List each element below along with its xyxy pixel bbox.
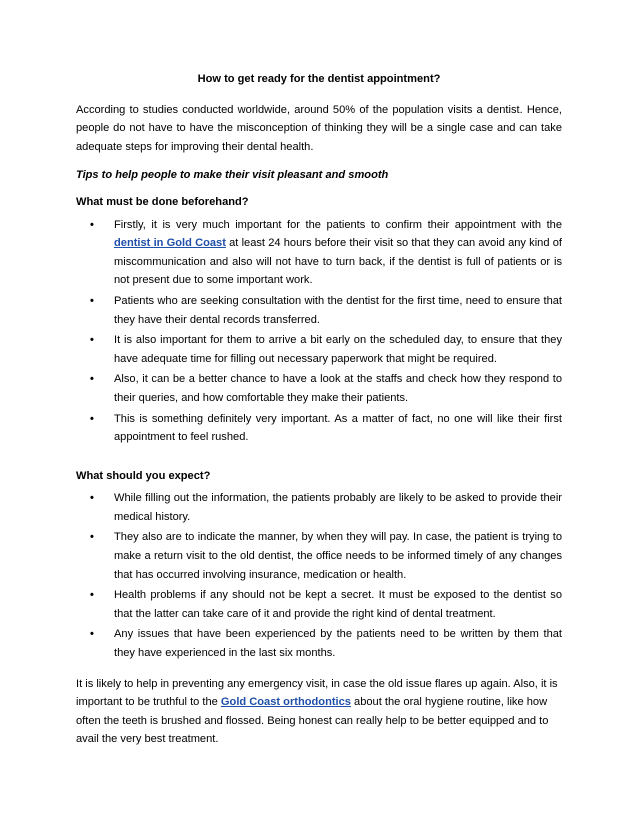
bullet-icon: • — [90, 589, 94, 602]
list-item — [76, 410, 562, 447]
list-item-text: While filling out the information, the patients probably are likely to be asked to provide their medical history. — [114, 492, 562, 523]
bullet-icon: • — [90, 294, 94, 307]
beforehand-list — [76, 216, 562, 447]
closing-paragraph — [76, 675, 562, 749]
section-heading-expect: What should you expect? — [76, 469, 211, 482]
bullet-icon: • — [90, 373, 94, 386]
list-item — [76, 216, 562, 290]
list-item — [76, 370, 562, 407]
list-item-text: They also are to indicate the manner, by when they will pay. In case, the patient is trying to make a return visit to the old dentist, the office needs to be informed timely of any changes that has occurred involving insurance, medication or health. — [114, 531, 562, 581]
list-item-text: It is also important for them to arrive a bit early on the scheduled day, to ensure that they have adequate time for filling out necessary paperwork that might be required. — [114, 334, 562, 365]
list-item — [76, 528, 562, 584]
document-title: How to get ready for the dentist appointment? — [197, 73, 441, 85]
list-item — [76, 331, 562, 368]
closing-text: It is likely to help in preventing any emergency visit, in case the old issue flares up again. Also, it is important to be truthful to the — [76, 677, 558, 709]
list-item — [76, 489, 562, 526]
list-item — [76, 292, 562, 329]
list-item-text: Health problems if any should not be kept a secret. It must be exposed to the dentist so that the latter can take care of it and provide the right kind of dental treatment. — [114, 589, 562, 620]
gold-coast-orthodontics-link[interactable]: Gold Coast orthodontics — [220, 696, 351, 709]
bullet-icon: • — [90, 531, 94, 544]
list-item-text: Any issues that have been experienced by the patients need to be written by them that they have experienced in the last six months. — [114, 628, 562, 660]
list-item-text: Also, it can be a better chance to have a look at the staffs and check how they respond to their queries, and how comfortable they make their patients. — [114, 373, 562, 404]
list-item-text: at least 24 hours before their visit so that they can avoid any kind of miscommunication and also will not have to turn back, if the dentist is full of patients or is not present due to some important work. — [114, 237, 562, 287]
list-item — [76, 586, 562, 623]
closing-text: about the oral hygiene routine, like how often the teeth is brushed and flossed. Being honest can really help to be better equipped and to avail the very best treatment. — [76, 696, 549, 746]
intro-paragraph: According to studies conducted worldwide, around 50% of the population visits a dentist. Hence, people do not have to have the misconception of thinking they will be a single case and can take adequate steps for improving their dental health. — [76, 103, 562, 153]
list-item-text: Firstly, it is very much important for the patients to confirm their appointment with the — [114, 218, 562, 231]
tips-heading: Tips to help people to make their visit pleasant and smooth — [76, 169, 389, 182]
section-heading-beforehand: What must be done beforehand? — [76, 195, 249, 208]
expect-list — [76, 489, 562, 662]
bullet-icon: • — [90, 412, 94, 425]
bullet-icon: • — [90, 628, 94, 641]
bullet-icon: • — [90, 334, 94, 347]
list-item-text: This is something definitely very important. As a matter of fact, no one will like their first appointment to feel rushed. — [114, 412, 562, 444]
dentist-gold-coast-link[interactable]: dentist in Gold Coast — [114, 237, 226, 250]
bullet-icon: • — [90, 492, 94, 505]
list-item — [76, 625, 562, 662]
list-item-text: Patients who are seeking consultation with the dentist for the first time, need to ensure that they have their dental records transferred. — [114, 294, 562, 326]
bullet-icon: • — [90, 218, 94, 231]
